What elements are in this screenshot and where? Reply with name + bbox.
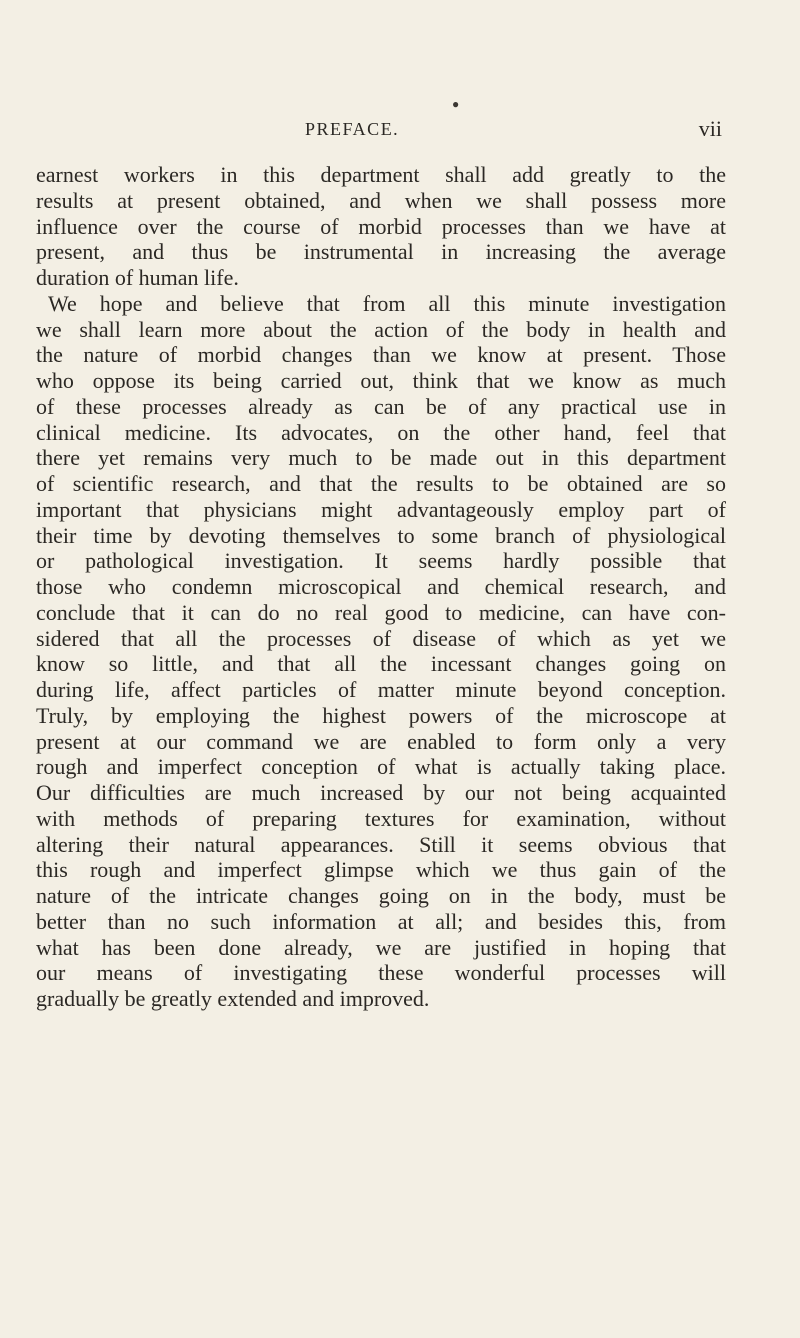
page-header [0, 117, 800, 147]
running-head: PREFACE. [305, 119, 400, 139]
text-line: Truly, by employing the highest powers of the microscope at [36, 702, 726, 728]
page-number: vii [698, 116, 722, 141]
text-line: this rough and imperfect glimpse which we thus gain of the [36, 857, 726, 883]
text-line: results at present obtained, and when we shall possess more [36, 187, 726, 213]
text-line: duration of human life. [36, 265, 239, 290]
text-line: better than no such information at all; and besides this, from [36, 908, 726, 934]
text-line: with methods of preparing textures for examination, without [36, 805, 726, 831]
text-line: important that physicians might advantageously employ part of [36, 496, 726, 522]
body-text [36, 162, 726, 1012]
text-line: of these processes already as can be of any practical use in [36, 393, 726, 419]
printer-mark: ● [452, 97, 460, 111]
text-line: conclude that it can do no real good to medicine, can have con- [36, 599, 726, 625]
text-line: sidered that all the processes of disease of which as yet we [36, 625, 726, 651]
text-line: rough and imperfect conception of what is actually taking place. [36, 754, 726, 780]
text-line: present, and thus be instrumental in increasing the average [36, 239, 726, 265]
text-line: know so little, and that all the incessant changes going on [36, 651, 726, 677]
text-line: our means of investigating these wonderful processes will [36, 960, 726, 986]
text-line: of scientific research, and that the results to be obtained are so [36, 471, 726, 496]
text-line: we shall learn more about the action of the body in health and [36, 316, 726, 342]
text-line: or pathological investigation. It seems hardly possible that [36, 548, 726, 574]
text-line: there yet remains very much to be made out in this department [36, 445, 726, 471]
text-line: clinical medicine. Its advocates, on the other hand, feel that [36, 419, 726, 445]
text-line: influence over the course of morbid processes than we have at [36, 213, 726, 239]
text-line: earnest workers in this department shall add greatly to the [36, 162, 726, 187]
text-line: during life, affect particles of matter minute beyond conception. [36, 677, 726, 702]
text-line: the nature of morbid changes than we know at present. Those [36, 342, 726, 368]
text-line: present at our command we are enabled to form only a very [36, 728, 726, 754]
text-line: gradually be greatly extended and improved. [36, 986, 430, 1011]
text-line: We hope and believe that from all this minute investigation [48, 290, 726, 316]
text-line: Our difficulties are much increased by our not being acquainted [36, 780, 726, 805]
text-line: what has been done already, we are justified in hoping that [36, 934, 726, 960]
text-line: their time by devoting themselves to some branch of physiological [36, 522, 726, 548]
text-line: nature of the intricate changes going on in the body, must be [36, 883, 726, 908]
text-line: who oppose its being carried out, think that we know as much [36, 368, 726, 393]
text-line: altering their natural appearances. Still it seems obvious that [36, 831, 726, 857]
text-line: those who condemn microscopical and chemical research, and [36, 574, 726, 599]
